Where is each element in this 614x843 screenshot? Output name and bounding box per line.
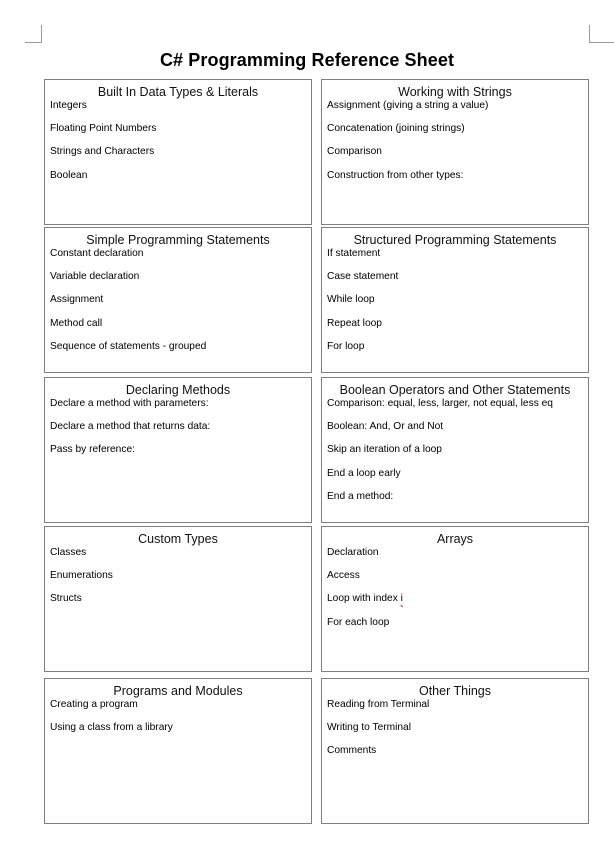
spellcheck-underline: i [400, 593, 403, 605]
section-item: Skip an iteration of a loop [327, 444, 442, 456]
section-box [321, 227, 589, 373]
section-item: End a method: [327, 490, 394, 502]
section-box [44, 377, 312, 523]
section-box [321, 678, 589, 824]
section-items [322, 398, 588, 514]
section-box [44, 678, 312, 824]
section-item: Enumerations [50, 570, 113, 582]
section-title: Other Things [418, 684, 492, 698]
section-items [322, 100, 588, 193]
section-item: Concatenation (joining strings) [327, 123, 465, 135]
section-items [45, 547, 311, 617]
section-box [321, 377, 589, 523]
section-box [321, 526, 589, 672]
section-box [44, 526, 312, 672]
section-items [45, 398, 311, 468]
section-item: Boolean [50, 169, 88, 181]
section-item: Structs [50, 593, 82, 605]
crop-mark-top-right [589, 25, 614, 43]
section-item: Repeat loop [327, 317, 382, 329]
page-title: C# Programming Reference Sheet [159, 50, 455, 70]
section-item: Creating a program [50, 699, 138, 710]
section-items [45, 100, 311, 193]
section-title: Working with Strings [398, 85, 512, 99]
section-item: Construction from other types: [327, 169, 464, 181]
section-title: Simple Programming Statements [86, 233, 270, 247]
section-items [45, 699, 311, 745]
section-title: Structured Programming Statements [353, 233, 557, 247]
section-item: Integers [50, 100, 87, 111]
section-box [44, 227, 312, 373]
section-box [44, 79, 312, 225]
section-title: Custom Types [138, 532, 218, 546]
section-item: Sequence of statements - grouped [50, 340, 207, 352]
section-item: Access [327, 570, 360, 582]
section-item: Variable declaration [50, 271, 140, 283]
section-item: End a loop early [327, 467, 401, 479]
section-item: Comparison [327, 146, 382, 158]
section-items [322, 547, 588, 640]
section-item: Classes [50, 547, 87, 558]
section-item: Assignment [50, 294, 104, 306]
section-item: Pass by reference: [50, 444, 135, 456]
section-item: Declare a method that returns data: [50, 421, 211, 433]
section-box [321, 79, 589, 225]
section-item: Reading from Terminal [327, 699, 430, 710]
section-title: Boolean Operators and Other Statements [339, 383, 571, 397]
section-item: Floating Point Numbers [50, 123, 157, 135]
section-item: If statement [327, 248, 381, 259]
section-item: For loop [327, 340, 365, 352]
section-item: Strings and Characters [50, 146, 155, 158]
section-title: Built In Data Types & Literals [97, 85, 259, 99]
section-item: Writing to Terminal [327, 722, 411, 734]
crop-mark-top-left [25, 25, 42, 43]
section-item: Using a class from a library [50, 722, 173, 734]
section-items [322, 699, 588, 769]
section-item: While loop [327, 294, 375, 306]
section-item: Declare a method with parameters: [50, 398, 209, 409]
section-item: Comments [327, 745, 377, 757]
section-title: Declaring Methods [125, 383, 231, 397]
section-item: Case statement [327, 271, 399, 283]
section-items [45, 248, 311, 364]
section-title: Programs and Modules [113, 684, 243, 698]
section-title: Arrays [436, 532, 474, 546]
section-item: Assignment (giving a string a value) [327, 100, 489, 111]
section-item: Comparison: equal, less, larger, not equal, less eq [327, 398, 553, 409]
section-item: Boolean: And, Or and Not [327, 421, 444, 433]
section-item: Loop with index i [327, 593, 403, 605]
section-item: Declaration [327, 547, 379, 558]
section-item: For each loop [327, 616, 390, 628]
section-items [322, 248, 588, 364]
section-item: Method call [50, 317, 103, 329]
section-item: Constant declaration [50, 248, 144, 259]
